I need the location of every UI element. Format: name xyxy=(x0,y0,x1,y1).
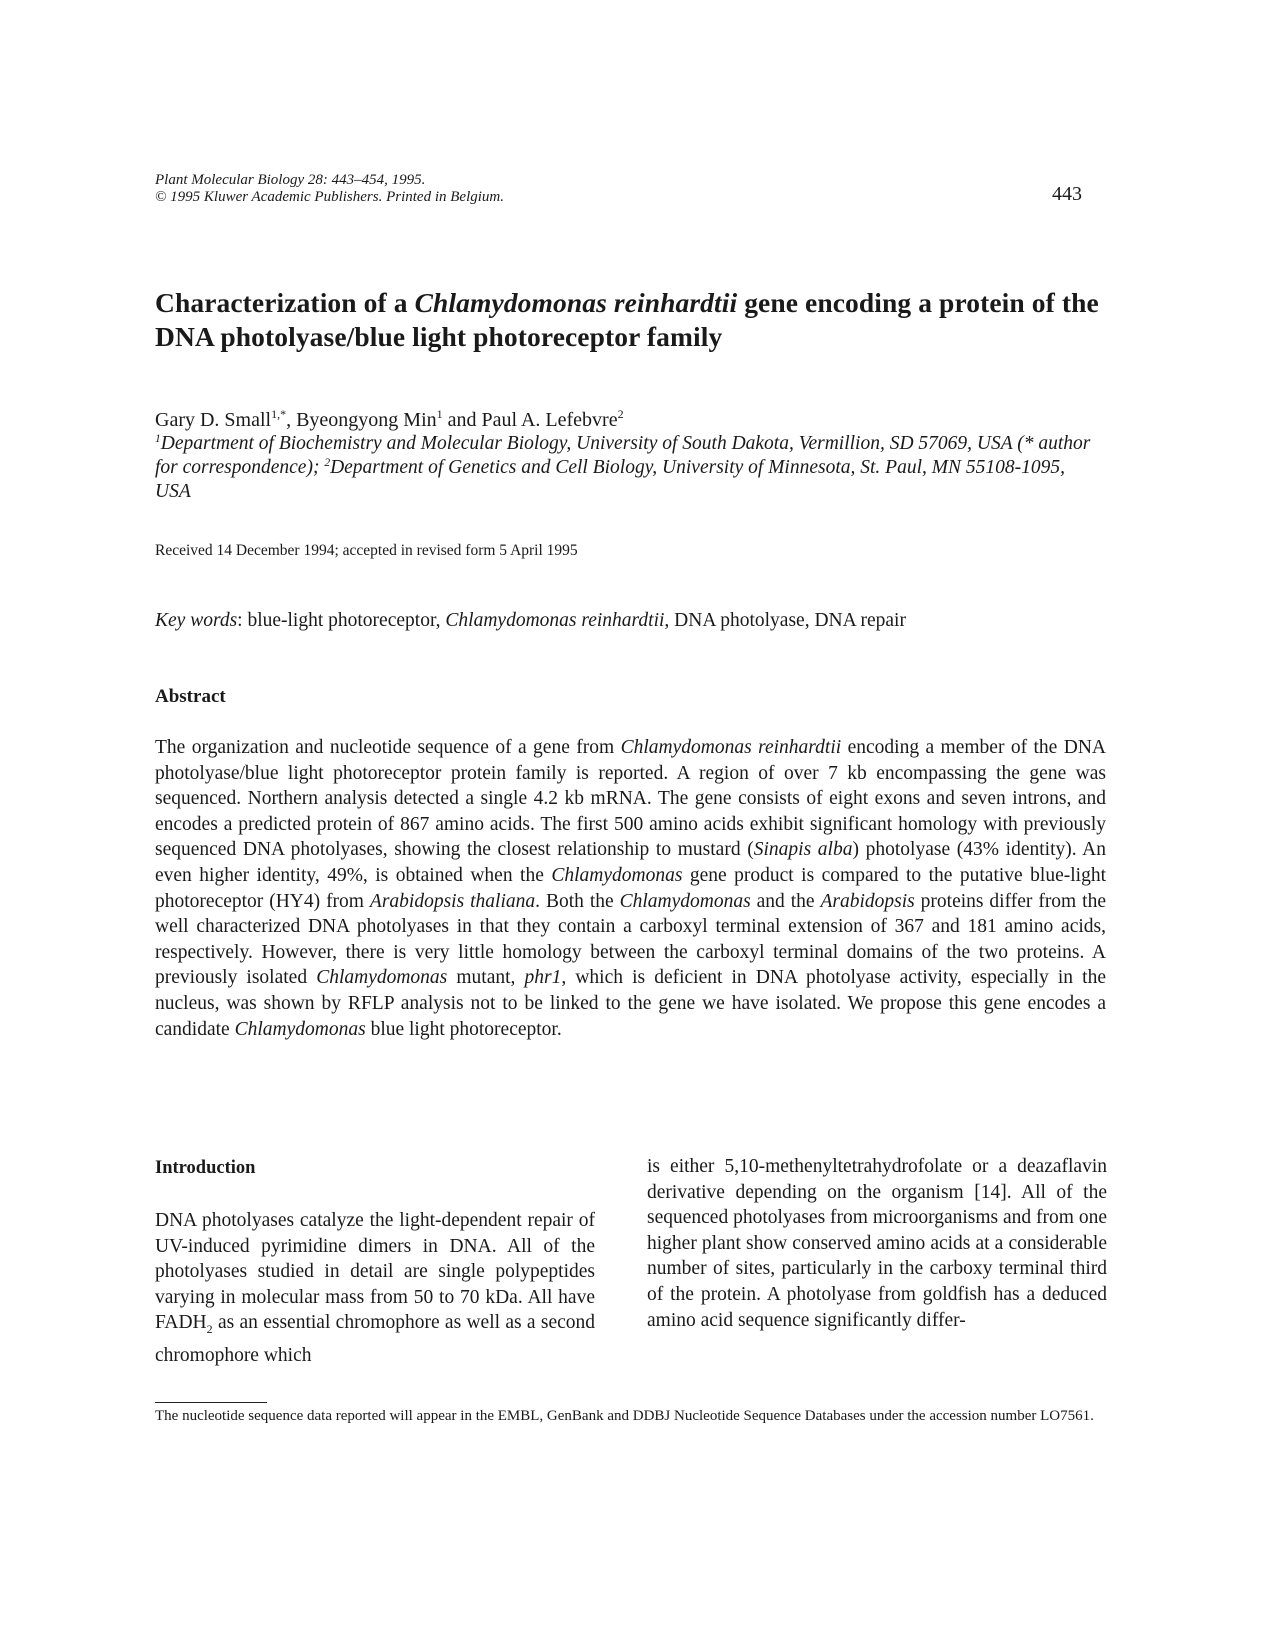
intro-column-right: is either 5,10-methenyltetrahydrofolate or a deazaflavin derivative depending on the organism [14]. All of the sequenced photolyases from microorganisms and from one higher plant show conserved amino acids at a considerable number of sites, particularly in the carboxy terminal third of the protein. A photolyase from goldfish has a deduced amino acid sequence significantly differ- xyxy=(647,1156,1107,1331)
abstract-italic: Chlamydomonas xyxy=(234,1018,366,1040)
page-number: 443 xyxy=(1052,183,1082,205)
abstract-italic: Chlamydomonas xyxy=(619,890,751,912)
abstract-text: , which is deficient in DNA photolyase activity, especially in the nucleus, was shown by RFLP analysis not to be linked to the gene we have isolated. We propose this gene encodes a candidate xyxy=(155,967,1106,1040)
abstract-heading: Abstract xyxy=(155,686,226,707)
author-lefebvre: and Paul A. Lefebvre xyxy=(442,409,618,431)
footnote: The nucleotide sequence data reported will appear in the EMBL, GenBank and DDBJ Nucleotide Sequence Databases under the accession number LO7561. xyxy=(155,1408,1094,1424)
keywords-part-1: : blue-light photoreceptor, xyxy=(237,610,446,631)
keywords xyxy=(155,610,906,632)
introduction-heading: Introduction xyxy=(155,1158,256,1178)
footnote-rule xyxy=(155,1402,267,1403)
author-list xyxy=(155,408,624,432)
abstract-text: proteins differ from the well characterized DNA photolyases in that they contain a carboxyl terminal extension of 367 and 181 amino acids, respectively. However, there is very little homology between the carboxyl terminal domains of the two proteins. A previously isolated xyxy=(155,890,1106,989)
abstract-italic: Sinapis alba xyxy=(753,839,853,861)
author-lefebvre-affil: 2 xyxy=(617,407,624,421)
intro-column-left xyxy=(155,1208,595,1368)
keywords-part-3: , DNA photolyase, DNA repair xyxy=(664,610,906,631)
intro-text: DNA photolyases catalyze the light-dependent repair of UV-induced pyrimidine dimers in DNA. All of the photolyases studied in detail are single polypeptides varying in molecular mass from 50 to 70 kDa. All have FADH xyxy=(155,1210,595,1334)
abstract-text: mutant, xyxy=(447,967,525,989)
abstract-italic: Chlamydomonas reinhardtii xyxy=(620,737,842,758)
author-min: , Byeongyong Min xyxy=(286,409,437,431)
title-part-1: Characterization of a xyxy=(155,287,415,318)
affil-marker-1: 1 xyxy=(155,433,161,445)
keywords-species: Chlamydomonas reinhardtii xyxy=(445,610,665,631)
abstract-italic: phr1 xyxy=(524,967,562,989)
copyright-line: © 1995 Kluwer Academic Publishers. Printed in Belgium. xyxy=(155,189,504,205)
abstract-text: encoding a member of the DNA photolyase/blue light photoreceptor protein family is reported. A region of over 7 kb encompassing the gene was sequenced. Northern analysis detected a single 4.2 kb mRNA. The gene consists of eight exons and seven introns, and encodes a predicted protein of 867 amino acids. The first 500 amino acids exhibit significant homology with previously sequenced DNA photolyases, showing the closest relationship to mustard ( xyxy=(155,737,1106,861)
abstract-text: blue light photoreceptor. xyxy=(365,1018,562,1040)
abstract-italic: Chlamydomonas xyxy=(316,967,448,989)
received-dates: Received 14 December 1994; accepted in revised form 5 April 1995 xyxy=(155,542,578,559)
author-small-affil: 1,* xyxy=(271,407,287,421)
abstract-body xyxy=(155,735,1106,1042)
intro-subscript: 2 xyxy=(206,1322,213,1337)
keywords-label: Key words xyxy=(155,610,238,631)
intro-text: as an essential chromophore as well as a second chromophore which xyxy=(155,1312,595,1366)
journal-citation xyxy=(155,172,504,206)
abstract-text: The organization and nucleotide sequence of a gene from xyxy=(155,737,621,758)
author-small: Gary D. Small xyxy=(155,409,272,431)
author-min-affil: 1 xyxy=(436,407,443,421)
abstract-text: gene product is compared to the putative blue-light photoreceptor (HY4) from xyxy=(155,864,1106,912)
title-species: Chlamydomonas reinhardtii xyxy=(414,287,738,318)
paper-title xyxy=(155,286,1105,354)
abstract-italic: Arabidopsis xyxy=(820,890,915,912)
affil-1: Department of Biochemistry and Molecular Biology, University of South Dakota, Vermillion, SD 57069, USA (* author for correspondence); xyxy=(155,433,1091,478)
abstract-italic: Chlamydomonas xyxy=(551,864,683,886)
affil-2: Department of Genetics and Cell Biology, University of Minnesota, St. Paul, MN 55108-1095, USA xyxy=(155,457,1066,502)
abstract-text: and the xyxy=(750,890,821,912)
affiliations xyxy=(155,432,1105,504)
abstract-italic: Arabidopsis thaliana xyxy=(369,890,536,912)
journal-line: Plant Molecular Biology 28: 443–454, 1995. xyxy=(155,172,426,188)
abstract-text: ) photolyase (43% identity). An even higher identity, 49%, is obtained when the xyxy=(155,839,1107,886)
title-part-3: gene encoding a protein of the DNA photolyase/blue light photoreceptor family xyxy=(155,287,1099,352)
affil-marker-2: 2 xyxy=(324,457,331,469)
abstract-text: . Both the xyxy=(535,890,620,912)
